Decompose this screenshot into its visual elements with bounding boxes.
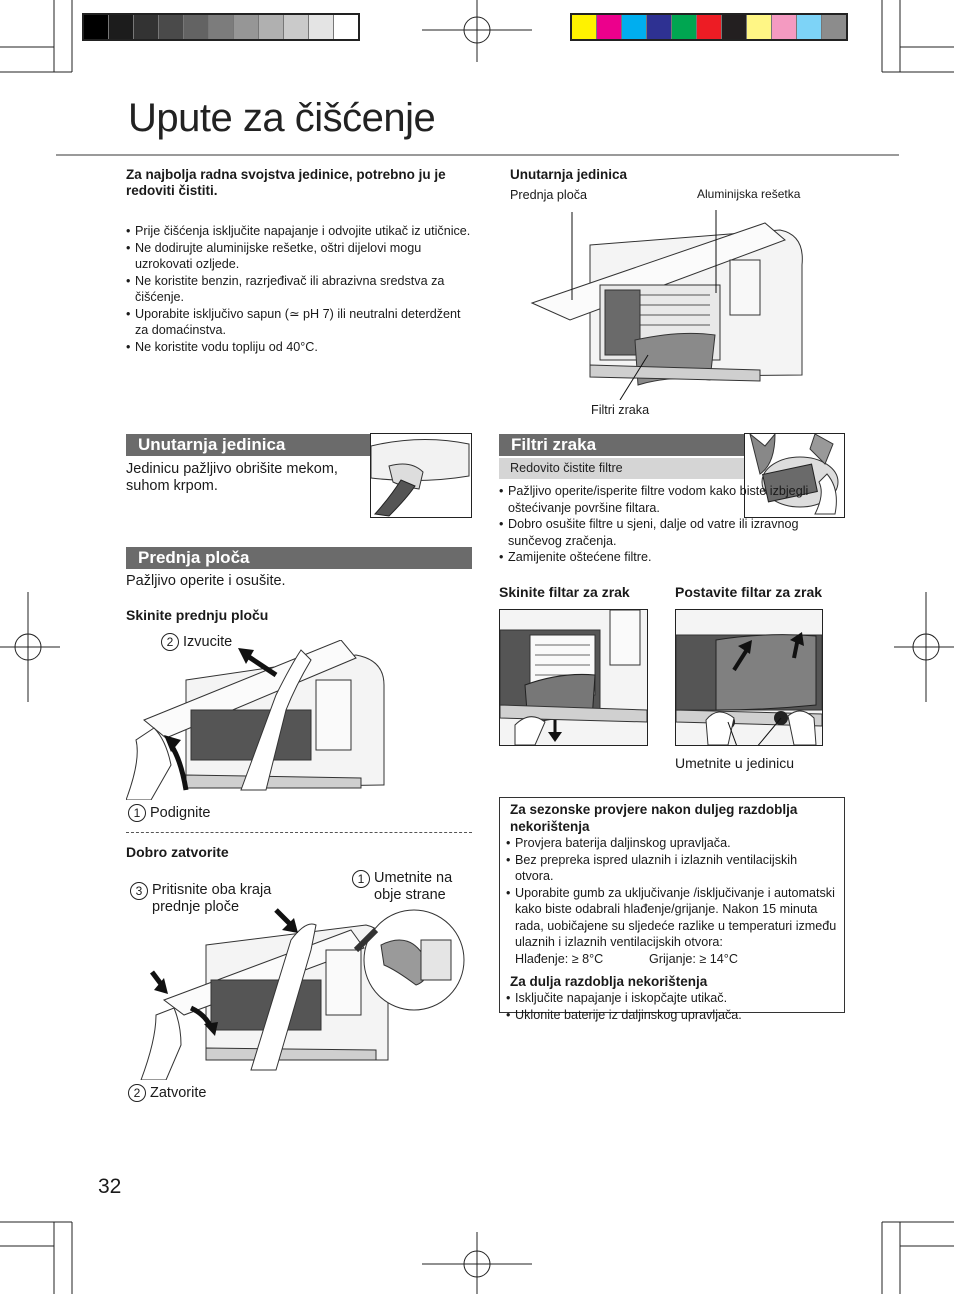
step-number: 2 bbox=[161, 633, 179, 651]
registration-target-right bbox=[894, 592, 954, 702]
color-swatch bbox=[722, 15, 747, 39]
list-item: • Provjera baterija daljinskog upravljača. bbox=[506, 835, 838, 852]
remove-front-panel-heading: Skinite prednju ploču bbox=[126, 607, 269, 623]
remove-filter-illustration bbox=[500, 610, 647, 745]
color-swatch bbox=[747, 15, 772, 39]
color-swatch bbox=[184, 15, 209, 39]
close-step-press-text: Pritisnite oba kraja prednje ploče bbox=[152, 882, 272, 915]
registration-target-left bbox=[0, 592, 60, 702]
color-swatch bbox=[259, 15, 284, 39]
list-item: • Uklonite baterije iz daljinskog upravljača. bbox=[506, 1007, 838, 1024]
color-swatch bbox=[822, 15, 846, 39]
list-item: • Pažljivo operite/isperite filtre vodom kako biste izbjegli oštećivanje površine filtara. bbox=[499, 483, 809, 516]
step-number: 1 bbox=[128, 804, 146, 822]
unit-diagram-heading: Unutarnja jedinica bbox=[510, 167, 628, 182]
close-step-close-text: Zatvorite bbox=[150, 1084, 207, 1101]
color-swatch bbox=[572, 15, 597, 39]
heating-threshold: Grijanje: ≥ 14°C bbox=[649, 951, 738, 966]
color-swatch bbox=[772, 15, 797, 39]
dashed-divider bbox=[126, 832, 472, 833]
step-number: 2 bbox=[128, 1084, 146, 1102]
close-step-insert-text: Umetnite na obje strane bbox=[374, 870, 453, 903]
label-air-filters: Filtri zraka bbox=[591, 403, 650, 417]
step-number: 3 bbox=[130, 882, 148, 900]
color-swatch bbox=[284, 15, 309, 39]
color-swatch bbox=[797, 15, 822, 39]
gray-color-bar bbox=[82, 13, 360, 41]
list-item: • Ne koristite vodu topliju od 40°C. bbox=[126, 339, 471, 356]
close-step-insert bbox=[352, 870, 472, 904]
filters-section-header: Filtri zraka bbox=[499, 434, 845, 456]
cloth-wipe-illustration bbox=[371, 434, 471, 517]
color-swatch bbox=[209, 15, 234, 39]
seasonal-check-box bbox=[499, 797, 845, 1022]
color-swatch bbox=[309, 15, 334, 39]
remove-filter-figure bbox=[499, 609, 648, 746]
front-panel-section-header: Prednja ploča bbox=[126, 547, 472, 569]
registration-target-bottom bbox=[422, 1232, 532, 1294]
seasonal-heading: Za sezonske provjere nakon duljeg razdoblja nekorištenja bbox=[510, 802, 798, 834]
install-filter-figure bbox=[675, 609, 823, 746]
list-item: • Isključite napajanje i iskopčajte utikač. bbox=[506, 990, 838, 1007]
color-swatch bbox=[647, 15, 672, 39]
title-rule bbox=[56, 154, 899, 156]
label-aluminium-grille: Aluminijska rešetka bbox=[697, 187, 801, 201]
color-swatch bbox=[134, 15, 159, 39]
intro-heading: Za najbolja radna svojstva jedinice, potrebno ju je redoviti čistiti. bbox=[126, 167, 446, 198]
color-swatch bbox=[109, 15, 134, 39]
color-swatch bbox=[672, 15, 697, 39]
step-lift-text: Podignite bbox=[150, 804, 211, 821]
color-swatch bbox=[697, 15, 722, 39]
step-lift bbox=[128, 804, 210, 822]
list-item: • Uporabite gumb za uključivanje /isključivanje i automatski kako biste odabrali hlađenje/grijanje. Nakon 15 minuta rada, uobičajene su sljedeće razlike u temperaturi između ulaznih i izlaznih ventilacijskih otvora: bbox=[506, 885, 838, 951]
wipe-figure bbox=[370, 433, 472, 518]
temperature-diff-row bbox=[506, 951, 838, 968]
page-title: Upute za čišćenje bbox=[128, 96, 436, 140]
long-period-heading: Za dulja razdoblja nekorištenja bbox=[510, 974, 708, 989]
filters-bullets bbox=[499, 483, 809, 566]
color-swatch bbox=[234, 15, 259, 39]
color-swatch bbox=[597, 15, 622, 39]
close-properly-heading: Dobro zatvorite bbox=[126, 844, 229, 860]
long-period-bullets bbox=[506, 990, 838, 1023]
step-number: 1 bbox=[352, 870, 370, 888]
registration-target-top bbox=[422, 0, 532, 62]
front-panel-text: Pažljivo operite i osušite. bbox=[126, 573, 286, 589]
insert-into-unit-label: Umetnite u jedinicu bbox=[675, 755, 795, 771]
color-swatch bbox=[622, 15, 647, 39]
list-item: • Bez prepreka ispred ulaznih i izlaznih ventilacijskih otvora. bbox=[506, 852, 838, 885]
indoor-section-header: Unutarnja jedinica bbox=[126, 434, 472, 456]
remove-panel-illustration bbox=[126, 640, 391, 800]
list-item: • Ne dodirujte aluminijske rešetke, oštri dijelovi mogu uzrokovati ozljede. bbox=[126, 240, 471, 273]
color-swatch bbox=[334, 15, 358, 39]
process-color-bar bbox=[570, 13, 848, 41]
list-item: • Dobro osušite filtre u sjeni, dalje od vatre ili izravnog sunčevog zračenja. bbox=[499, 516, 809, 549]
install-filter-heading: Postavite filtar za zrak bbox=[675, 584, 823, 600]
list-item: • Zamijenite oštećene filtre. bbox=[499, 549, 809, 566]
label-front-panel: Prednja ploča bbox=[510, 188, 588, 202]
install-filter-illustration bbox=[676, 610, 822, 745]
color-swatch bbox=[84, 15, 109, 39]
list-item: • Prije čišćenja isključite napajanje i odvojite utikač iz utičnice. bbox=[126, 223, 471, 240]
page-number: 32 bbox=[98, 1175, 122, 1198]
remove-filter-heading: Skinite filtar za zrak bbox=[499, 584, 630, 600]
cooling-threshold: Hlađenje: ≥ 8°C bbox=[515, 951, 604, 966]
filters-subheader: Redovito čistite filtre bbox=[499, 458, 845, 479]
intro-bullets bbox=[126, 223, 471, 355]
close-step-close bbox=[128, 1084, 206, 1102]
indoor-unit-illustration bbox=[530, 205, 820, 400]
list-item: • Ne koristite benzin, razrjeđivač ili abrazivna sredstva za čišćenje. bbox=[126, 273, 471, 306]
list-item: • Uporabite isključivo sapun (≃ pH 7) ili neutralni deterdžent za domaćinstva. bbox=[126, 306, 471, 339]
seasonal-bullets bbox=[506, 835, 838, 951]
close-panel-illustration bbox=[126, 900, 466, 1080]
step-pull-text: Izvucite bbox=[183, 633, 233, 650]
color-swatch bbox=[159, 15, 184, 39]
indoor-section-text: Jedinicu pažljivo obrišite mekom, suhom krpom. bbox=[126, 461, 338, 494]
